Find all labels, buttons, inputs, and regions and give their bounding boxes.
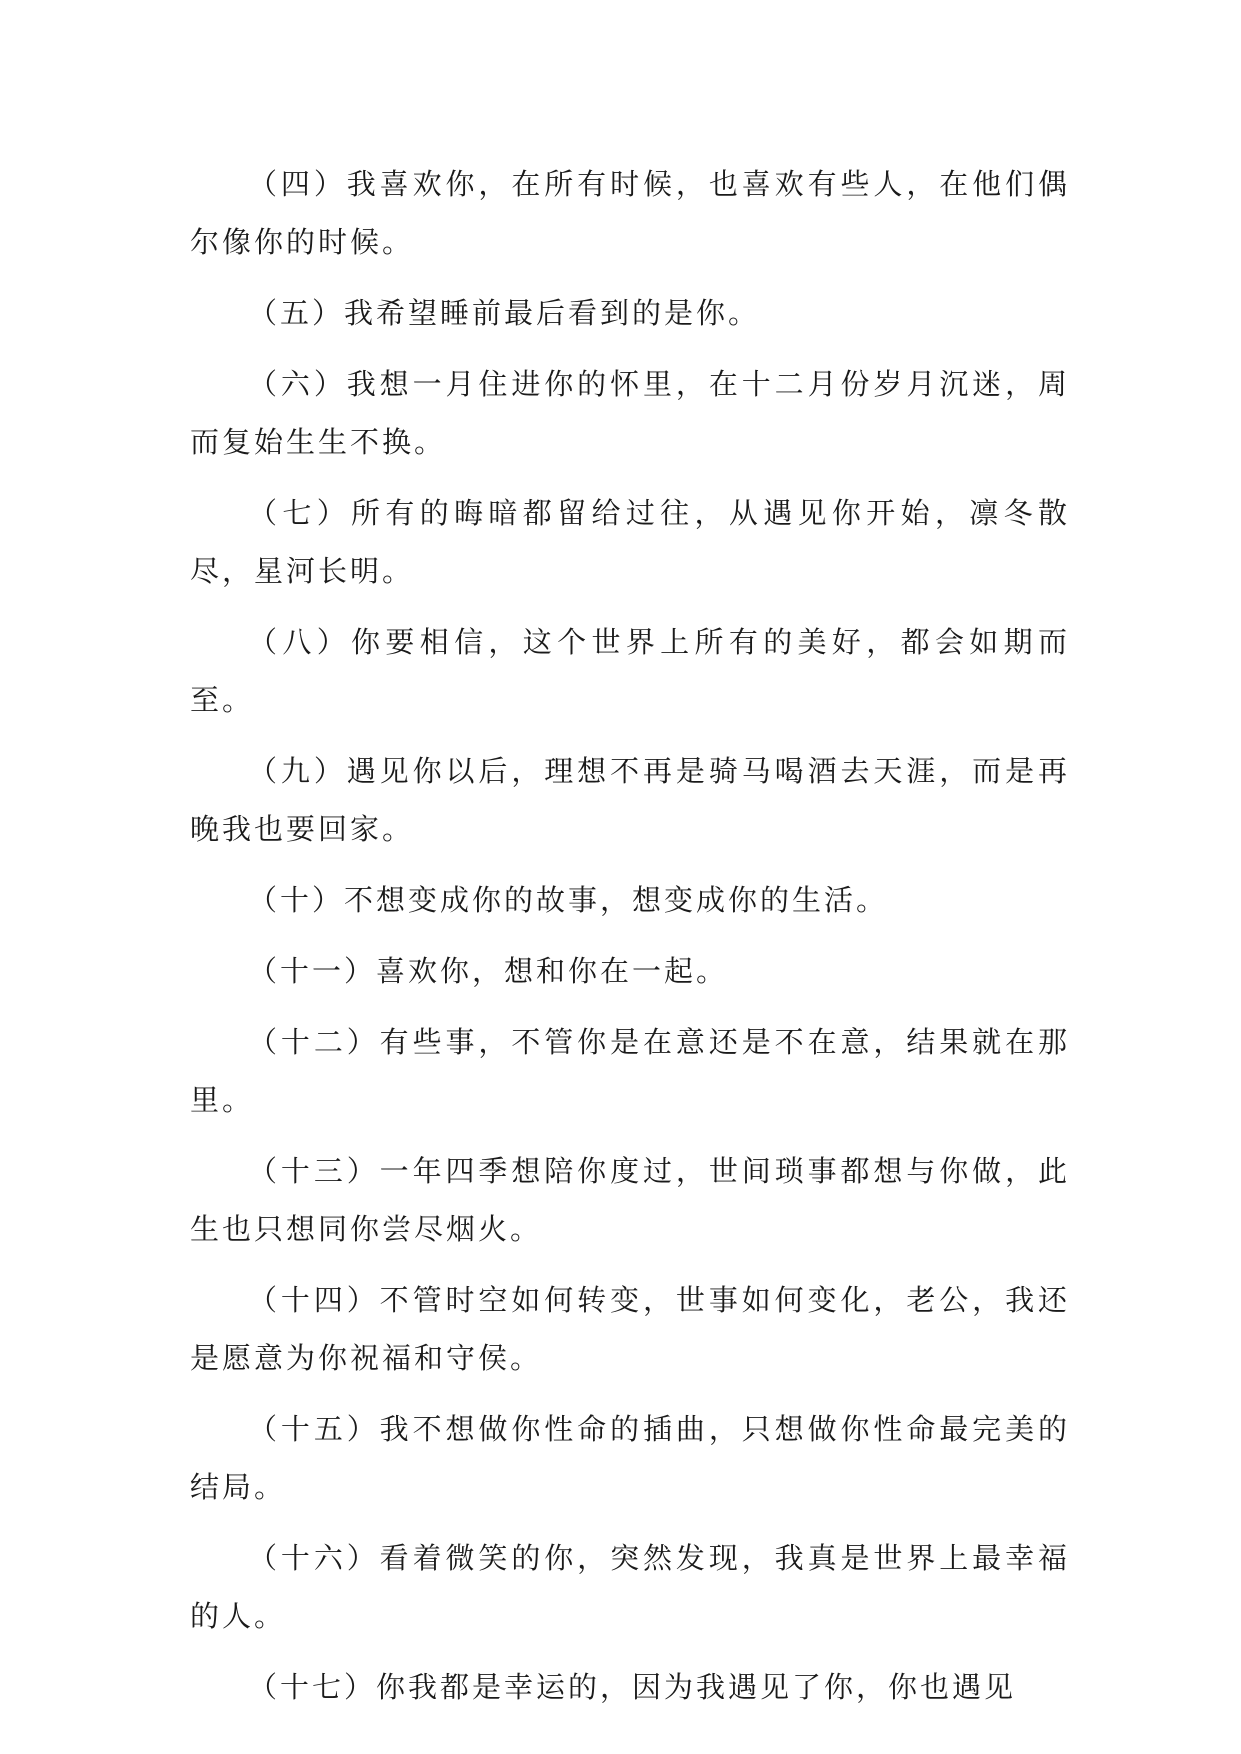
paragraph-7: （七）所有的晦暗都留给过往，从遇见你开始，凛冬散尽，星河长明。 — [190, 496, 1070, 588]
paragraph-10: （十）不想变成你的故事，想变成你的生活。 — [248, 883, 889, 917]
paragraph-5: （五）我希望睡前最后看到的是你。 — [248, 296, 761, 330]
paragraph-4: （四）我喜欢你，在所有时候，也喜欢有些人，在他们偶尔像你的时候。 — [190, 167, 1070, 259]
paragraph-9: （九）遇见你以后，理想不再是骑马喝酒去天涯，而是再晚我也要回家。 — [190, 754, 1070, 846]
paragraph-6: （六）我想一月住进你的怀里，在十二月份岁月沉迷，周而复始生生不换。 — [190, 367, 1070, 459]
paragraph-17: （十七）你我都是幸运的，因为我遇见了你，你也遇见 — [248, 1670, 1017, 1704]
paragraph-16: （十六）看着微笑的你，突然发现，我真是世界上最幸福的人。 — [190, 1541, 1070, 1633]
paragraph-11: （十一）喜欢你，想和你在一起。 — [248, 954, 729, 988]
document-body — [190, 155, 1070, 1729]
paragraph-12: （十二）有些事，不管你是在意还是不在意，结果就在那里。 — [190, 1025, 1070, 1117]
paragraph-15: （十五）我不想做你性命的插曲，只想做你性命最完美的结局。 — [190, 1412, 1070, 1504]
paragraph-8: （八）你要相信，这个世界上所有的美好，都会如期而至。 — [190, 625, 1070, 717]
paragraph-14: （十四）不管时空如何转变，世事如何变化，老公，我还是愿意为你祝福和守侯。 — [190, 1283, 1070, 1375]
paragraph-13: （十三）一年四季想陪你度过，世间琐事都想与你做，此生也只想同你尝尽烟火。 — [190, 1154, 1070, 1246]
